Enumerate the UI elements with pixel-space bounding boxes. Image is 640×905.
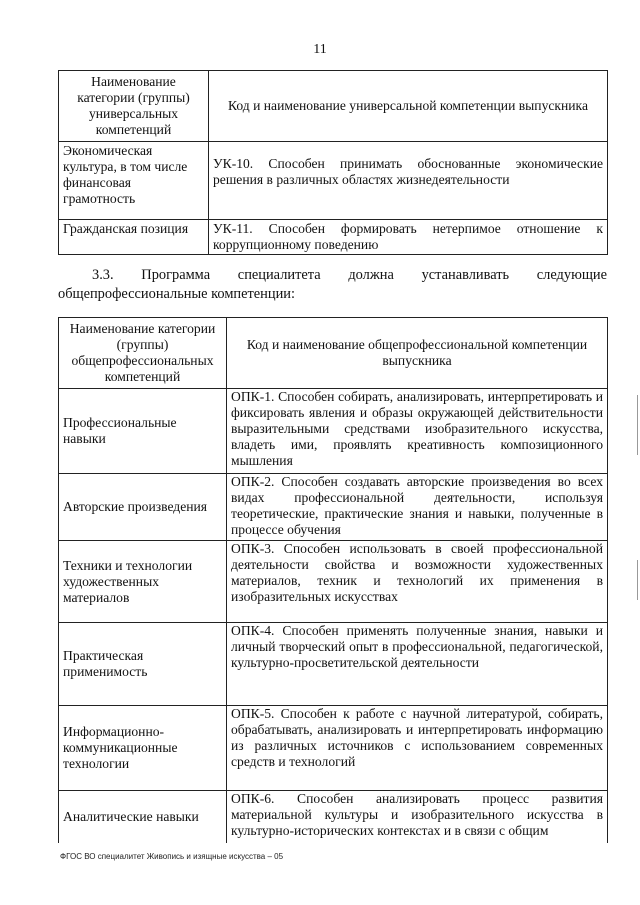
scan-edge-mark [637,560,638,600]
table-row [59,706,608,791]
row-description: УК-11. Способен формировать нетерпимое отношение к коррупционному поведению [209,220,608,255]
row-description: ОПК-3. Способен использовать в своей профессиональной деятельности свойства и возможности художественных материалов, техник и технологий их применения в изобразительных искусствах [227,541,608,623]
header-category: Наименование категории (группы) общепрофессиональных компетенций [59,318,227,389]
table-row [59,389,608,474]
table-row [59,541,608,623]
scan-edge-mark [637,395,638,455]
row-category: Гражданская позиция [59,220,209,255]
row-description: ОПК-4. Способен применять полученные знания, навыки и личный творческий опыт в профессиональной, педагогической, культурно-просветительской деятельности [227,623,608,706]
section-intro-paragraph [58,266,607,304]
table-row [59,623,608,706]
general-professional-competencies-table [58,317,608,843]
header-code: Код и наименование универсальной компетенции выпускника [209,71,608,142]
row-category: Информационно-коммуникационные технологии [59,706,227,791]
document-footer: ФГОС ВО специалитет Живопись и изящные искусства – 05 [60,852,284,861]
row-description: УК-10. Способен принимать обоснованные экономические решения в различных областях жизнедеятельности [209,142,608,220]
row-category: Профессиональные навыки [59,389,227,474]
row-description: ОПК-6. Способен анализировать процесс развития материальной культуры и изобразительного искусства в культурно-исторических контекстах и в связи с общим [227,791,608,844]
row-description: ОПК-2. Способен создавать авторские произведения во всех видах профессиональной деятельности, используя теоретические, практические знания и навыки, полученные в процессе обучения [227,474,608,541]
table-row [59,220,608,255]
page-number: 11 [313,42,327,57]
row-description: ОПК-1. Способен собирать, анализировать, интерпретировать и фиксировать явления и образы окружающей действительности выразительными средствами изобразительного искусства, владеть ими, проявлять креативность композиционного мышления [227,389,608,474]
row-category: Практическая применимость [59,623,227,706]
row-category: Техники и технологии художественных материалов [59,541,227,623]
universal-competencies-table [58,70,608,255]
row-description: ОПК-5. Способен к работе с научной литературой, собирать, обрабатывать, анализировать и интерпретировать информацию из различных источников с использованием современных средств и технологий [227,706,608,791]
table-header-row [59,318,608,389]
row-category: Авторские произведения [59,474,227,541]
intro-text: 3.3. Программа специалитета должна устанавливать следующие общепрофессиональные компетенции: [58,267,607,302]
header-category: Наименование категории (группы) универсальных компетенций [59,71,209,142]
row-category: Экономическая культура, в том числе финансовая грамотность [59,142,209,220]
header-code: Код и наименование общепрофессиональной компетенции выпускника [227,318,608,389]
table-row [59,142,608,220]
row-category: Аналитические навыки [59,791,227,844]
table-header-row [59,71,608,142]
table-row [59,474,608,541]
table-row [59,791,608,844]
